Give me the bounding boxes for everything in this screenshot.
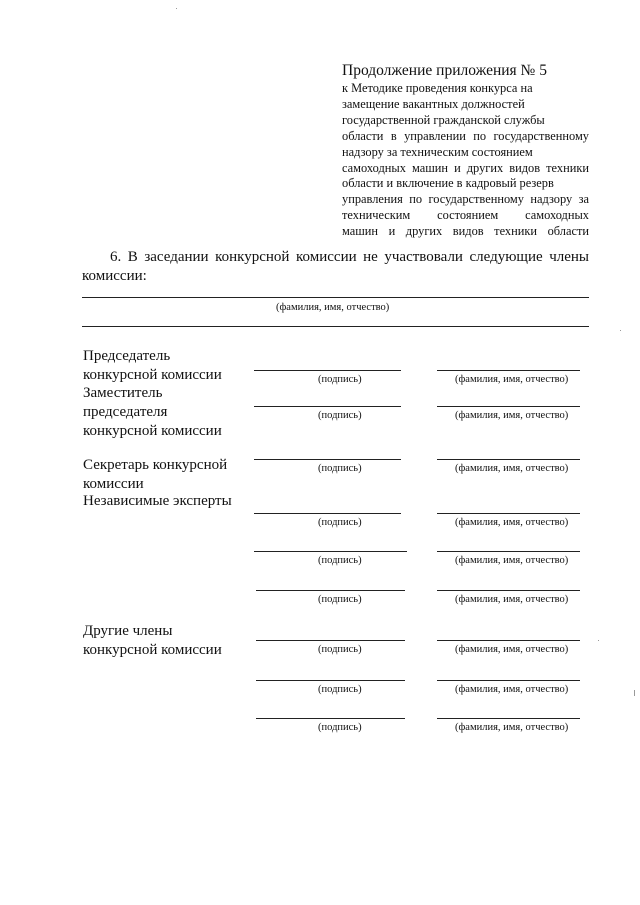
signature-line[interactable] [254, 406, 401, 407]
appendix-title: Продолжение приложения № 5 [342, 62, 547, 79]
appendix-subtitle-line: области и включение в кадровый резерв [342, 176, 554, 191]
name-line[interactable] [437, 406, 580, 407]
signature-line[interactable] [254, 551, 407, 552]
appendix-subtitle-line: управления по государственному надзору за [342, 192, 589, 207]
name-line[interactable] [437, 551, 580, 552]
name-line[interactable] [437, 640, 580, 641]
name-line[interactable] [437, 370, 580, 371]
appendix-subtitle-line: к Методике проведения конкурса на [342, 81, 533, 95]
signature-line[interactable] [254, 370, 401, 371]
name-caption: (фамилия, имя, отчество) [455, 594, 569, 605]
signature-line[interactable] [256, 640, 405, 641]
role-label: конкурсной комиссии [83, 423, 222, 439]
scan-speck [634, 690, 635, 696]
signature-caption: (подпись) [318, 644, 362, 655]
name-caption: (фамилия, имя, отчество) [455, 555, 569, 566]
name-line[interactable] [437, 718, 580, 719]
appendix-subtitle-line: техническим состоянием самоходных [342, 208, 589, 223]
appendix-subtitle-line: области в управлении по государственному [342, 128, 589, 143]
signature-line[interactable] [254, 459, 401, 460]
name-line[interactable] [437, 680, 580, 681]
signature-line[interactable] [256, 680, 405, 681]
name-caption: (фамилия, имя, отчество) [455, 684, 569, 695]
signature-caption: (подпись) [318, 410, 362, 421]
name-caption: (фамилия, имя, отчество) [455, 374, 569, 385]
appendix-subtitle-line: замещение вакантных должностей [342, 96, 525, 111]
role-label: Другие члены [83, 623, 173, 639]
role-label: председателя [83, 404, 168, 420]
fill-line[interactable] [82, 326, 589, 327]
name-caption: (фамилия, имя, отчество) [455, 644, 569, 655]
scan-speck [176, 8, 177, 9]
name-caption: (фамилия, имя, отчество) [455, 463, 569, 474]
appendix-subtitle-line: надзору за техническим состоянием [342, 144, 533, 159]
name-caption: (фамилия, имя, отчество) [455, 410, 569, 421]
fio-caption: (фамилия, имя, отчество) [276, 302, 390, 313]
appendix-subtitle-line: государственной гражданской службы [342, 112, 545, 127]
role-label: Независимые эксперты [83, 493, 232, 509]
appendix-subtitle-line: машин и других видов техники области [342, 224, 589, 239]
signature-caption: (подпись) [318, 684, 362, 695]
role-label: комиссии [83, 476, 144, 492]
signature-line[interactable] [256, 718, 405, 719]
appendix-subtitle-line: самоходных машин и других видов техники [342, 160, 589, 175]
scan-speck [620, 330, 621, 331]
role-label: конкурсной комиссии [83, 367, 222, 383]
name-caption: (фамилия, имя, отчество) [455, 722, 569, 733]
role-label: Секретарь конкурсной [83, 457, 228, 473]
signature-line[interactable] [256, 590, 405, 591]
signature-caption: (подпись) [318, 374, 362, 385]
role-deputy [83, 384, 222, 441]
paragraph-6: 6. В заседании конкурсной комиссии не участвовали следующие члены комиссии: [82, 249, 589, 284]
signature-caption: (подпись) [318, 517, 362, 528]
name-line[interactable] [437, 513, 580, 514]
name-line[interactable] [437, 459, 580, 460]
signature-line[interactable] [254, 513, 401, 514]
signature-caption: (подпись) [318, 594, 362, 605]
role-other-members [83, 622, 222, 660]
signature-caption: (подпись) [318, 463, 362, 474]
scan-speck [598, 640, 599, 641]
role-chair [83, 347, 222, 385]
appendix-subtitle [342, 81, 589, 240]
role-label: Заместитель [83, 385, 163, 401]
role-experts [83, 492, 232, 511]
fill-line[interactable] [82, 297, 589, 298]
name-caption: (фамилия, имя, отчество) [455, 517, 569, 528]
signature-caption: (подпись) [318, 722, 362, 733]
signature-caption: (подпись) [318, 555, 362, 566]
name-line[interactable] [437, 590, 580, 591]
role-label: Председатель [83, 348, 171, 364]
role-secretary [83, 456, 227, 494]
role-label: конкурсной комиссии [83, 642, 222, 658]
